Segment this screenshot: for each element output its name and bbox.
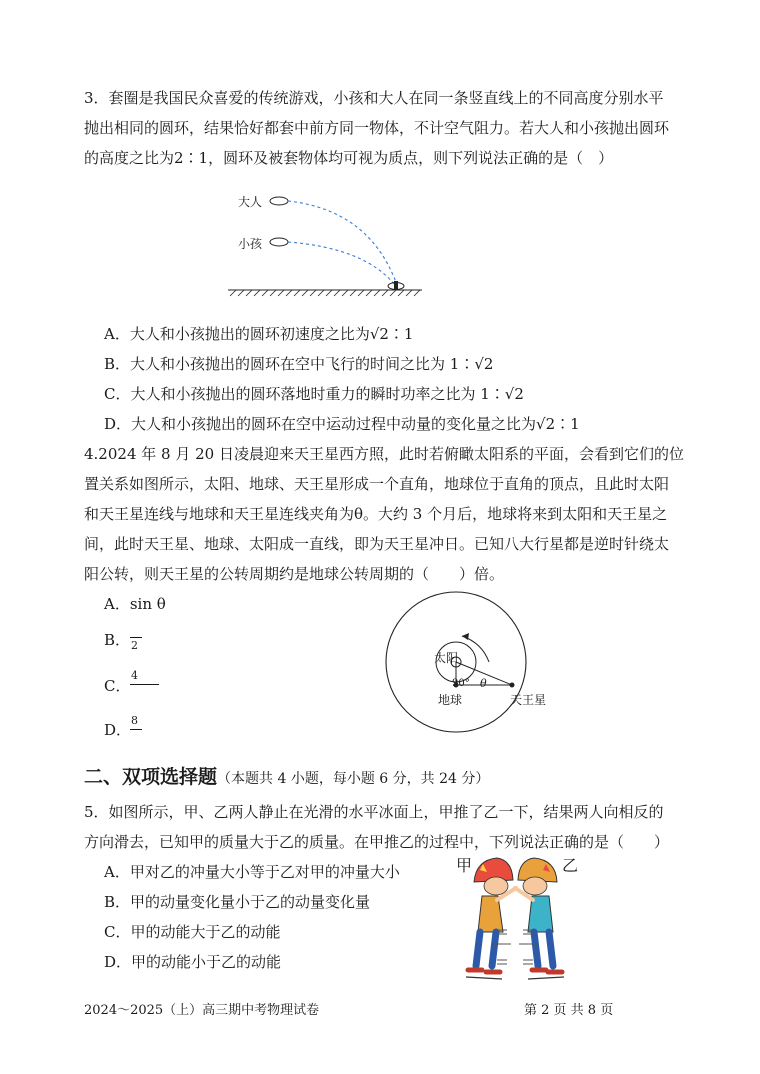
q4-stem-line3: 和天王星连线与地球和天王星连线夹角为θ。大约 3 个月后，地球将来到太阳和天王星之 <box>84 505 668 523</box>
q4-stem-line1: 4.2024 年 8 月 20 日凌晨迎来天王星西方照，此时若俯瞰太阳系的平面，会看到它们的位 <box>84 445 684 463</box>
q3-stem-line1: 3．套圈是我国民众喜爱的传统游戏，小孩和大人在同一条竖直线上的不同高度分别水平 <box>84 89 664 107</box>
q4-stem-line4: 间，此时天王星、地球、太阳成一直线，即为天王星冲日。已知八大行星都是逆时针绕太 <box>84 535 670 553</box>
q3-child-label: 小孩 <box>238 237 263 251</box>
section-2-note: （本题共 4 小题，每小题 6 分，共 24 分） <box>217 771 490 787</box>
q4-option-d-label: D． <box>104 721 132 739</box>
q4-option-b-denominator: 2 <box>131 639 138 652</box>
ice-marks <box>493 930 537 964</box>
q3-stem-line3: 的高度之比为2∶1，圆环及被套物体均可视为质点，则下列说法正确的是（ ） <box>84 149 614 167</box>
skater-left-label: 甲 <box>456 856 473 875</box>
q3-option-a: A．大人和小孩抛出的圆环初速度之比为√2∶1 <box>104 325 414 343</box>
q3-option-c: C．大人和小孩抛出的圆环落地时重力的瞬时功率之比为 1∶√2 <box>104 385 524 403</box>
q4-stem-line5: 阳公转，则天王星的公转周期约是地球公转周期的（ ）倍。 <box>84 565 505 583</box>
uranus-label: 天王星 <box>510 693 547 707</box>
q3-stem-line2: 抛出相同的圆环，结果恰好都套中前方同一物体，不计空气阻力。若大人和小孩抛出圆环 <box>84 119 670 137</box>
q5-option-d: D．甲的动能小于乙的动能 <box>104 953 282 971</box>
skater-right-label: 乙 <box>562 856 579 875</box>
q5-option-c: C．甲的动能大于乙的动能 <box>104 923 281 941</box>
q4-option-d-numerator: 8 <box>131 714 138 727</box>
q4-stem-line2: 置关系如图所示，太阳、地球、天王星形成一个直角，地球位于直角的顶点，且此时太阳 <box>84 475 670 493</box>
q4-option-a: A．sin θ <box>104 595 166 613</box>
skater-right <box>515 858 564 979</box>
footer-page-number: 第 2 页 共 8 页 <box>524 1003 614 1018</box>
sun-label: 太阳 <box>434 651 459 665</box>
q3-option-b: B．大人和小孩抛出的圆环在空中飞行的时间之比为 1∶√2 <box>104 355 494 373</box>
q4-option-b-label: B． <box>104 631 131 649</box>
q5-option-b: B．甲的动量变化量小于乙的动量变化量 <box>104 893 371 911</box>
right-angle-label: 90° <box>452 678 470 689</box>
q5-stem-line1: 5．如图所示，甲、乙两人静止在光滑的水平冰面上，甲推了乙一下，结果两人向相反的 <box>84 803 664 821</box>
q3-adult-label: 大人 <box>238 195 263 209</box>
footer-exam-title: 2024～2025（上）高三期中考物理试卷 <box>84 1003 320 1018</box>
theta-label: θ <box>480 677 487 690</box>
section-2-title: 二、双项选择题 <box>84 766 218 788</box>
q5-option-a: A．甲对乙的冲量大小等于乙对甲的冲量大小 <box>104 863 400 881</box>
q4-option-c-label: C． <box>104 677 131 695</box>
q3-option-d: D．大人和小孩抛出的圆环在空中运动过程中动量的变化量之比为√2∶1 <box>104 415 580 433</box>
earth-label: 地球 <box>438 693 463 707</box>
q5-stem-line2: 方向滑去，已知甲的质量大于乙的质量。在甲推乙的过程中，下列说法正确的是（ ） <box>84 833 670 851</box>
q4-option-c-numerator: 4 <box>131 669 138 682</box>
skater-left <box>466 858 516 979</box>
